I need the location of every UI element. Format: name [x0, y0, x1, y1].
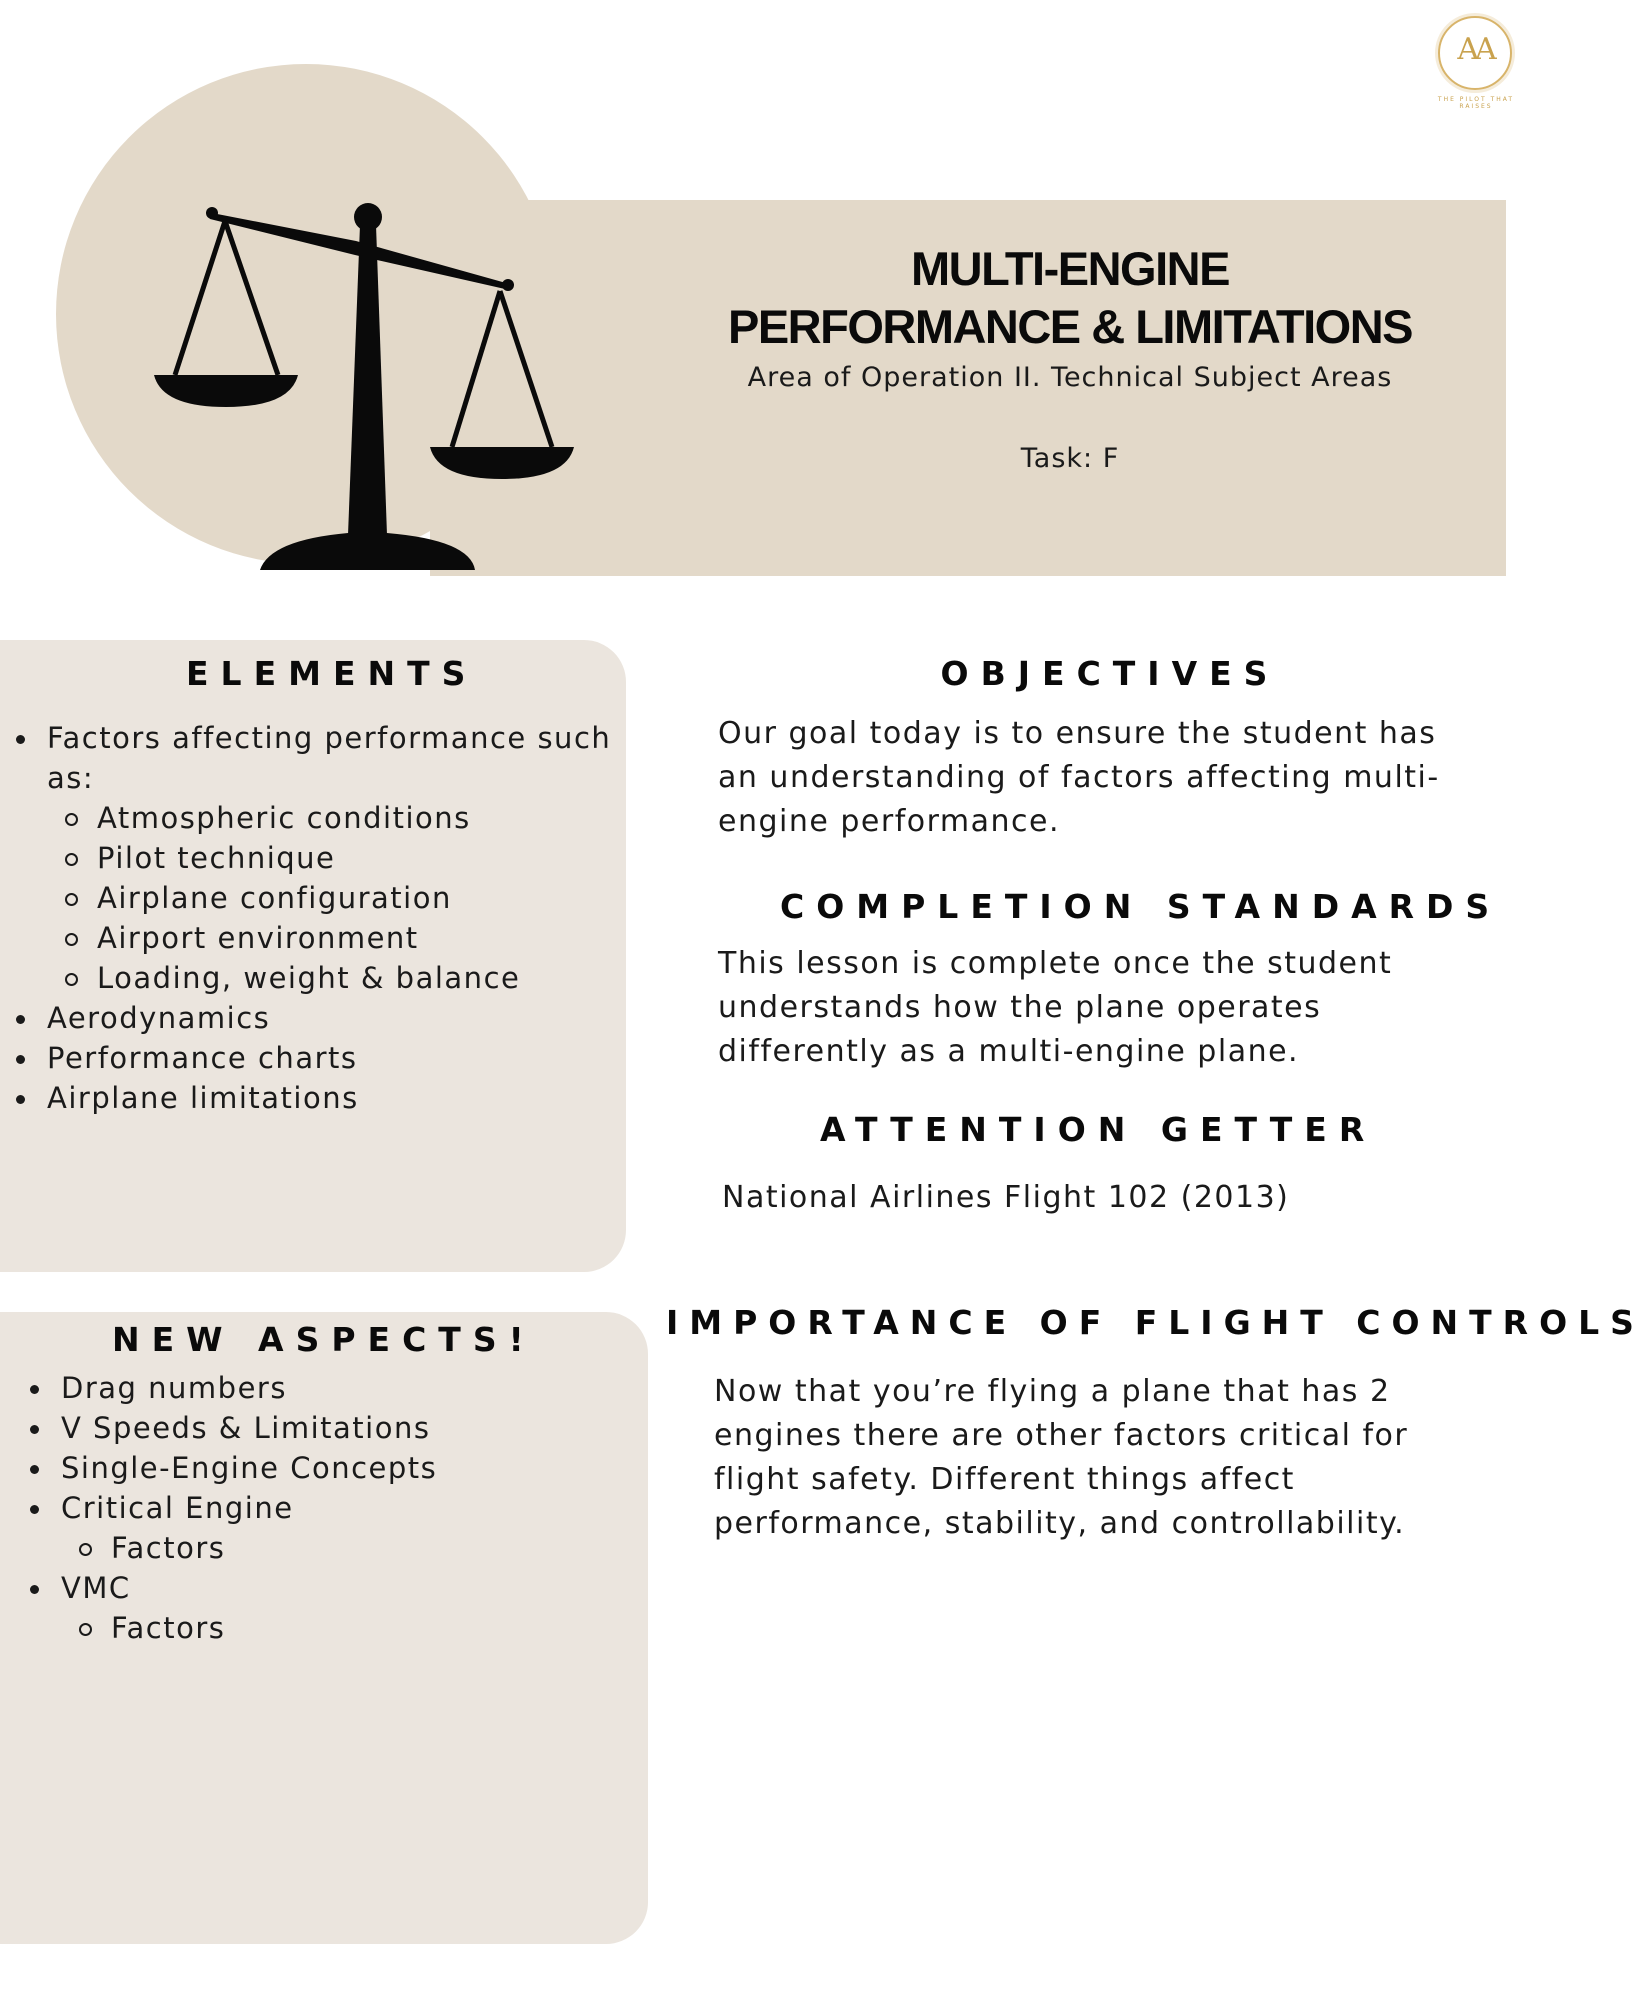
list-item: Performance charts: [14, 1038, 624, 1078]
attention-getter-heading: ATTENTION GETTER: [820, 1110, 1377, 1149]
list-item: V Speeds & Limitations: [28, 1408, 628, 1448]
list-item: Aerodynamics: [14, 998, 624, 1038]
brand-logo: [1432, 10, 1524, 110]
objectives-text: Our goal today is to ensure the student has an understanding of factors affecting multi-engine performance.: [718, 716, 1440, 839]
sub-list-item: Atmospheric conditions: [14, 798, 624, 838]
page-title-line2: PERFORMANCE & LIMITATIONS: [727, 300, 1412, 353]
list-item: Drag numbers: [28, 1368, 628, 1408]
sub-list-item: Factors: [28, 1528, 628, 1568]
elements-heading: ELEMENTS: [186, 654, 478, 693]
page-title: [700, 240, 1440, 356]
list-item: Airplane limitations: [14, 1078, 624, 1118]
list-item: Factors affecting performance such: [14, 718, 624, 758]
importance-heading: IMPORTANCE OF FLIGHT CONTROLS: [666, 1303, 1645, 1342]
logo-tagline: THE PILOT THAT RAISES: [1437, 96, 1515, 110]
new-aspects-heading: NEW ASPECTS!: [112, 1320, 536, 1359]
importance-text: Now that you’re flying a plane that has 2 engines there are other factors critical for flight safety. Different things affect performance, stability, and controllability.: [714, 1374, 1409, 1541]
completion-standards-text: This lesson is complete once the student understands how the plane operates differently as a multi-engine plane.: [718, 946, 1393, 1069]
page-title-line1: MULTI-ENGINE: [911, 242, 1229, 295]
attention-getter-text: National Airlines Flight 102 (2013): [722, 1180, 1290, 1215]
task-label: Task: F: [1020, 443, 1120, 474]
list-item: Single-Engine Concepts: [28, 1448, 628, 1488]
logo-monogram: AA: [1457, 32, 1493, 67]
balance-scale-icon: [140, 195, 590, 575]
sub-list-item: Pilot technique: [14, 838, 624, 878]
sub-list-item: Airport environment: [14, 918, 624, 958]
elements-list: [14, 718, 624, 1118]
completion-standards-heading: COMPLETION STANDARDS: [780, 887, 1502, 926]
sub-list-item: Factors: [28, 1608, 628, 1648]
list-item: VMC: [28, 1568, 628, 1608]
page-subtitle: Area of Operation II. Technical Subject Areas: [747, 362, 1393, 393]
sub-list-item: Airplane configuration: [14, 878, 624, 918]
objectives-heading: OBJECTIVES: [940, 654, 1280, 693]
list-item: Critical Engine: [28, 1488, 628, 1528]
new-aspects-list: [28, 1368, 628, 1648]
sub-list-item: Loading, weight & balance: [14, 958, 624, 998]
list-item: as:: [47, 761, 95, 795]
